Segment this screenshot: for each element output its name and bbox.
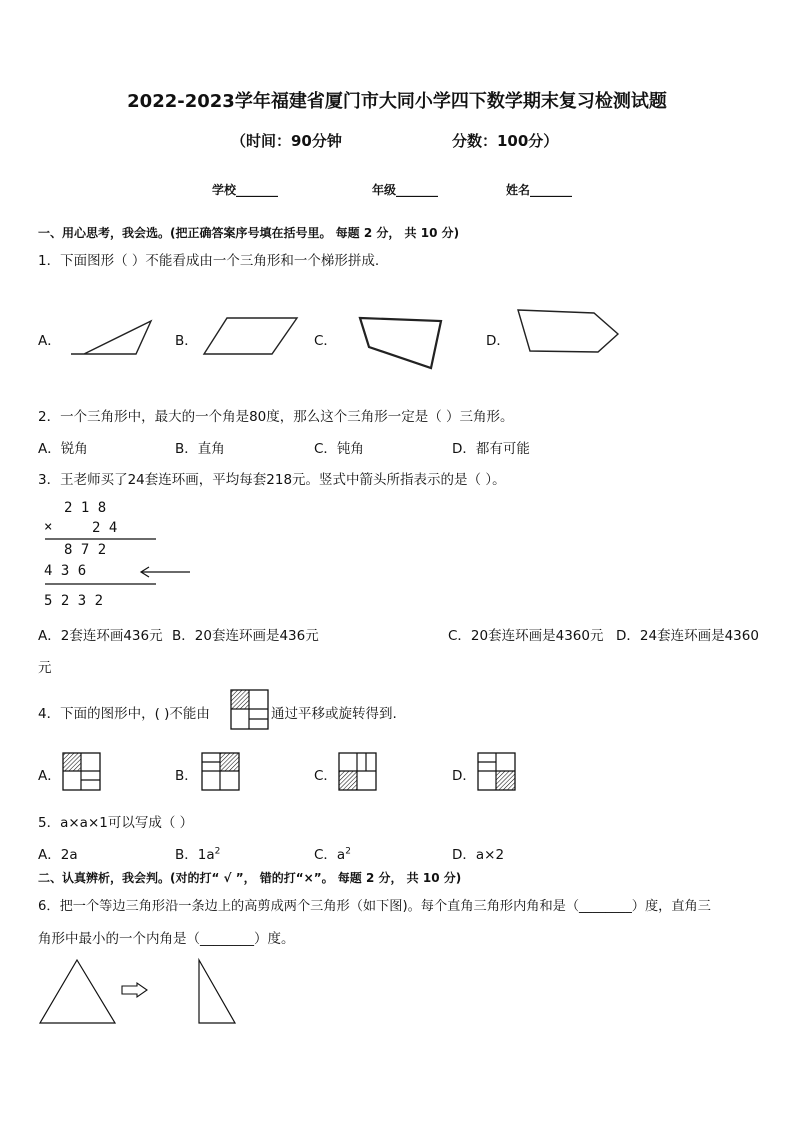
q3-option-b[interactable]: B．20套连环画是436元 (172, 628, 319, 644)
q4-reference-figure (230, 689, 270, 731)
question-6-line-1: 6．把一个等边三角形沿一条边上的高剪成两个三角形（如下图)。每个直角三角形内角和是（________）度，直角三 (38, 899, 711, 914)
q3-option-a[interactable]: A．2套连环画436元 (38, 628, 163, 644)
section-2-heading: 二、认真辨析，我会判。(对的打“ √ ”， 错的打“×”。 每题 2 分， 共 10 分) (38, 871, 462, 885)
q4-option-b[interactable]: B． (175, 768, 198, 784)
right-triangle (196, 958, 240, 1026)
q5-option-a[interactable]: A．2a (38, 847, 78, 863)
equilateral-triangle (38, 958, 118, 1026)
q4-figure-b (201, 752, 241, 792)
q5-option-c-label: C．a (314, 847, 346, 863)
calc-partial-1: 8 7 2 (64, 542, 107, 558)
page-title: 2022-2023学年福建省厦门市大同小学四下数学期末复习检测试题 (127, 91, 667, 112)
q1-option-d[interactable]: D． (486, 333, 510, 349)
q1-option-b[interactable]: B． (175, 333, 198, 349)
calc-product: 5 2 3 2 (44, 593, 104, 609)
q4-option-d[interactable]: D． (452, 768, 476, 784)
q2-option-d[interactable]: D．都有可能 (452, 441, 530, 457)
q4-figure-a (62, 752, 102, 792)
calc-times-sign: × (44, 519, 53, 535)
q4-option-a[interactable]: A． (38, 768, 61, 784)
question-6-line-2: 角形中最小的一个内角是（________）度。 (38, 931, 295, 947)
question-1: 1．下面图形（ ）不能看成由一个三角形和一个梯形拼成. (38, 253, 380, 269)
calc-partial-2: 4 3 6 (44, 563, 87, 579)
q5-option-c-exponent: 2 (345, 846, 351, 857)
name-field[interactable]: 姓名_______ (506, 183, 573, 197)
q2-option-c[interactable]: C．钝角 (314, 441, 364, 457)
question-5: 5．a×a×1可以写成（ ） (38, 815, 194, 831)
q1-quadrilateral-c (356, 314, 446, 372)
q3-option-d[interactable]: D．24套连环画是4360 (616, 628, 759, 644)
q2-option-b[interactable]: B．直角 (175, 441, 225, 457)
exam-score: 分数：100分） (452, 132, 559, 150)
calc-multiplier: 2 4 (92, 520, 118, 536)
arrow-left-icon (138, 566, 192, 578)
calc-line-2 (45, 583, 157, 586)
q4-figure-c (338, 752, 378, 792)
grade-field[interactable]: 年级_______ (372, 183, 439, 197)
q1-parallelogram-b (202, 316, 302, 358)
exam-time: （时间：90分钟 (231, 132, 342, 150)
hollow-arrow-right-icon (120, 982, 150, 998)
q4-option-c[interactable]: C． (314, 768, 337, 784)
q5-option-d[interactable]: D．a×2 (452, 847, 505, 863)
school-field[interactable]: 学校_______ (212, 183, 279, 197)
q2-option-a[interactable]: A．锐角 (38, 441, 88, 457)
q1-pentagon-d (514, 307, 624, 357)
q4-figure-d (477, 752, 517, 792)
q1-option-a[interactable]: A． (38, 333, 61, 349)
q5-option-b-label: B．1a (175, 847, 215, 863)
question-4-before: 4．下面的图形中，( )不能由 (38, 706, 210, 722)
q5-option-b-exponent: 2 (214, 846, 221, 857)
section-1-heading: 一、用心思考，我会选。(把正确答案序号填在括号里。 每题 2 分， 共 10 分) (38, 226, 460, 240)
question-4-after: 通过平移或旋转得到. (271, 706, 397, 722)
q1-option-c[interactable]: C． (314, 333, 337, 349)
question-2: 2．一个三角形中，最大的一个角是80度，那么这个三角形一定是（ ）三角形。 (38, 409, 514, 425)
q3-option-d-wrap: 元 (38, 660, 52, 676)
calc-line-1 (45, 538, 157, 541)
calc-multiplicand: 2 1 8 (64, 500, 107, 516)
q5-option-b[interactable] (175, 843, 220, 863)
q3-option-c[interactable]: C．20套连环画是4360元 (448, 628, 604, 644)
q1-parallelogram-a (66, 318, 156, 358)
question-3: 3．王老师买了24套连环画，平均每套218元。竖式中箭头所指表示的是（ ）。 (38, 472, 506, 488)
q5-option-c[interactable] (314, 843, 351, 863)
